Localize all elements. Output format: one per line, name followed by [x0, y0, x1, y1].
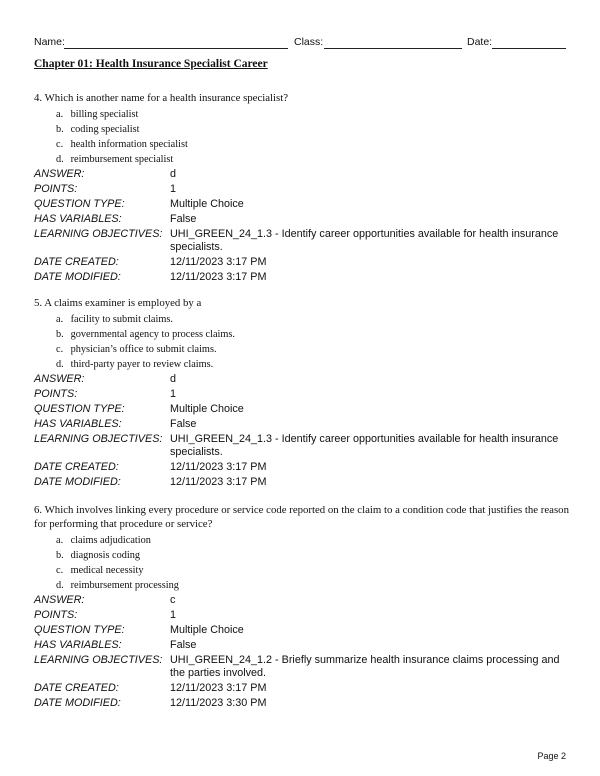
- question-stem: 6. Which involves linking every procedure or service code reported on the claim to a condition code that justifies the reason for performing that procedure or service?: [34, 504, 569, 530]
- choice-d: d. reimbursement specialist: [56, 154, 174, 165]
- page-number: Page 2: [537, 751, 566, 761]
- date-created-row: DATE CREATED: 12/11/2023 3:17 PM: [34, 681, 267, 694]
- chapter-title: Chapter 01: Health Insurance Specialist Career: [34, 58, 268, 70]
- date-modified-row: DATE MODIFIED: 12/11/2023 3:17 PM: [34, 476, 267, 489]
- question-stem: 5. A claims examiner is employed by a: [34, 297, 202, 309]
- question-type-row: QUESTION TYPE: Multiple Choice: [34, 624, 244, 637]
- choice-a: a. billing specialist: [56, 109, 139, 120]
- learning-objectives-row: LEARNING OBJECTIVES: UHI_GREEN_24_1.2 - Briefly summarize health insurance claims processing and the parties involved.: [34, 654, 560, 679]
- class-line: [324, 48, 462, 49]
- question-metadata: [34, 594, 574, 710]
- question-4: [34, 91, 574, 286]
- header: [34, 35, 566, 51]
- answer-row: ANSWER: d: [34, 373, 177, 385]
- choice-c: c. physician’s office to submit claims.: [56, 344, 217, 355]
- class-label: Class:: [294, 36, 324, 48]
- question-stem: 4. Which is another name for a health insurance specialist?: [34, 92, 289, 104]
- date-modified-row: DATE MODIFIED: 12/11/2023 3:17 PM: [34, 271, 267, 284]
- choice-d: d. third-party payer to review claims.: [56, 359, 214, 370]
- question-6: [34, 503, 574, 712]
- choice-b: b. governmental agency to process claims.: [56, 329, 235, 340]
- points-row: POINTS: 1: [34, 388, 177, 401]
- date-modified-row: DATE MODIFIED: 12/11/2023 3:30 PM: [34, 697, 267, 710]
- choice-b: b. diagnosis coding: [56, 550, 141, 561]
- question-metadata: [34, 373, 574, 489]
- points-row: POINTS: 1: [34, 183, 177, 196]
- learning-objectives-row: LEARNING OBJECTIVES: UHI_GREEN_24_1.3 - Identify career opportunities available for health insurance specialists.: [34, 433, 559, 458]
- points-row: POINTS: 1: [34, 609, 177, 622]
- choice-a: a. claims adjudication: [56, 535, 151, 546]
- choice-c: c. health information specialist: [56, 139, 188, 150]
- has-variables-row: HAS VARIABLES: False: [34, 639, 197, 652]
- date-label: Date:: [467, 36, 493, 48]
- answer-row: ANSWER: c: [34, 594, 176, 606]
- date-created-row: DATE CREATED: 12/11/2023 3:17 PM: [34, 460, 267, 473]
- has-variables-row: HAS VARIABLES: False: [34, 213, 197, 226]
- choice-b: b. coding specialist: [56, 124, 140, 135]
- date-line: [492, 48, 566, 49]
- choice-c: c. medical necessity: [56, 565, 144, 576]
- choice-a: a. facility to submit claims.: [56, 314, 173, 325]
- question-5: [34, 296, 574, 491]
- name-label: Name:: [34, 36, 65, 48]
- question-type-row: QUESTION TYPE: Multiple Choice: [34, 198, 244, 211]
- date-created-row: DATE CREATED: 12/11/2023 3:17 PM: [34, 255, 267, 268]
- answer-row: ANSWER: d: [34, 168, 177, 180]
- learning-objectives-row: LEARNING OBJECTIVES: UHI_GREEN_24_1.3 - Identify career opportunities available for health insurance specialists.: [34, 228, 559, 253]
- question-metadata: [34, 168, 574, 284]
- name-line: [64, 48, 288, 49]
- choice-d: d. reimbursement processing: [56, 580, 179, 591]
- has-variables-row: HAS VARIABLES: False: [34, 418, 197, 431]
- question-type-row: QUESTION TYPE: Multiple Choice: [34, 403, 244, 416]
